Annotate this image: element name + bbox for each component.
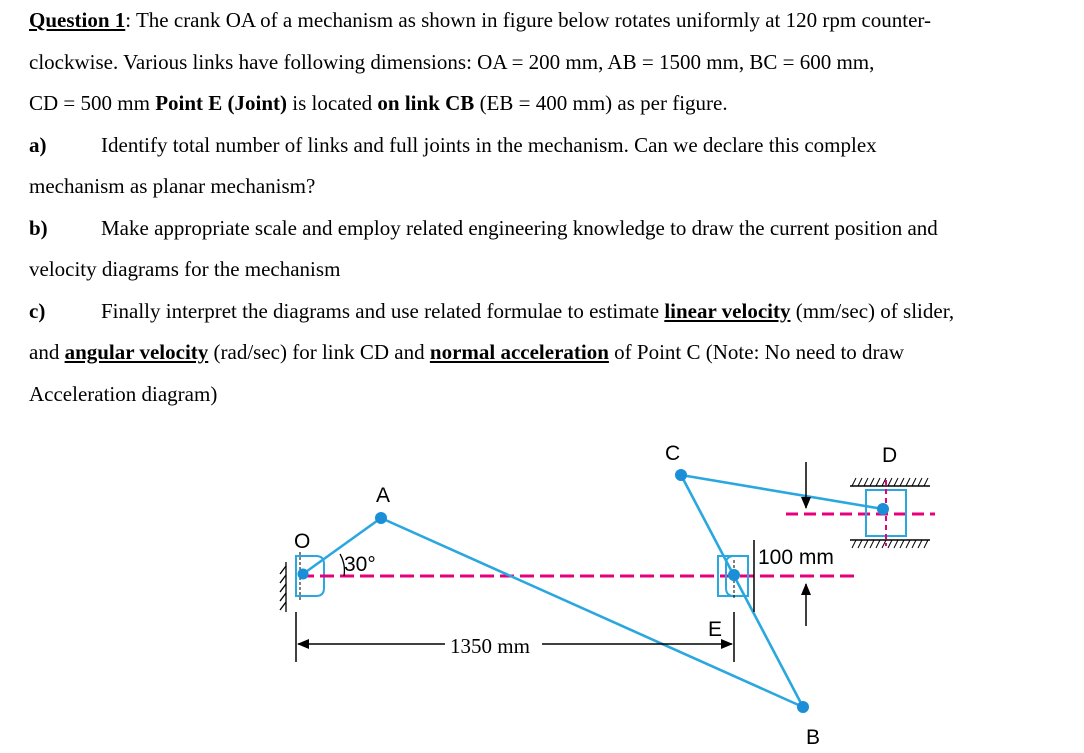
angular-velocity-text: angular velocity: [64, 340, 209, 364]
part-b-line-2: velocity diagrams for the mechanism: [29, 257, 341, 281]
label-e: E: [708, 618, 723, 641]
label-c: C: [665, 442, 681, 465]
part-c-text-1a: Finally interpret the diagrams and use related formulae to estimate: [101, 298, 665, 323]
located-text: is located: [287, 91, 378, 115]
part-c-text-2e: of Point C (Note: No need to draw: [608, 340, 905, 364]
part-c-label: c): [29, 298, 46, 323]
label-angle: 30°: [344, 553, 376, 576]
question-line-1-text: : The crank OA of a mechanism as shown in figure below rotates uniformly at 120 rpm counter-: [125, 8, 931, 32]
part-c-text-2c: (rad/sec) for link CD and: [208, 340, 430, 364]
ground-hatch-o: [280, 562, 286, 612]
question-line-2: clockwise. Various links have following dimensions: OA = 200 mm, AB = 1500 mm, BC = 600 mm,: [29, 49, 875, 74]
part-a-text-1: Identify total number of links and full joints in the mechanism. Can we declare this complex: [101, 132, 877, 157]
part-b-text-1: Make appropriate scale and employ related engineering knowledge to draw the current position and: [101, 215, 938, 240]
links: [303, 475, 883, 707]
label-a: A: [376, 484, 391, 507]
question-heading: Question 1: [29, 8, 126, 32]
joint-b: [797, 701, 809, 713]
label-dim-horizontal: 1350 mm: [450, 634, 530, 658]
part-a-label: a): [29, 132, 47, 157]
point-e-text: Point E (Joint): [155, 91, 288, 115]
label-d: D: [882, 444, 898, 467]
link-cb: [681, 475, 803, 707]
joint-c: [675, 469, 687, 481]
on-link-cb-text: on link CB: [377, 91, 475, 115]
part-c-text-1c: (mm/sec) of slider,: [790, 298, 955, 323]
label-b: B: [806, 726, 821, 749]
link-cd: [681, 475, 883, 509]
joint-d: [877, 503, 889, 515]
dim-cd-text: CD = 500 mm: [29, 91, 156, 115]
eb-text: (EB = 400 mm) as per figure.: [474, 91, 728, 115]
link-ab: [381, 518, 803, 707]
part-c-line-3: Acceleration diagram): [29, 381, 218, 406]
dim-vertical: [754, 462, 806, 626]
joint-e: [728, 569, 740, 581]
part-a-line-2: mechanism as planar mechanism?: [29, 174, 316, 198]
joint-a: [375, 512, 387, 524]
normal-acceleration-text: normal acceleration: [429, 340, 609, 364]
label-dim-vertical: 100 mm: [758, 546, 834, 569]
part-b-label: b): [29, 215, 48, 240]
part-c-text-2a: and: [29, 340, 65, 364]
label-o: O: [294, 530, 311, 553]
linear-velocity-text: linear velocity: [664, 298, 791, 323]
joint-o: [298, 569, 309, 580]
